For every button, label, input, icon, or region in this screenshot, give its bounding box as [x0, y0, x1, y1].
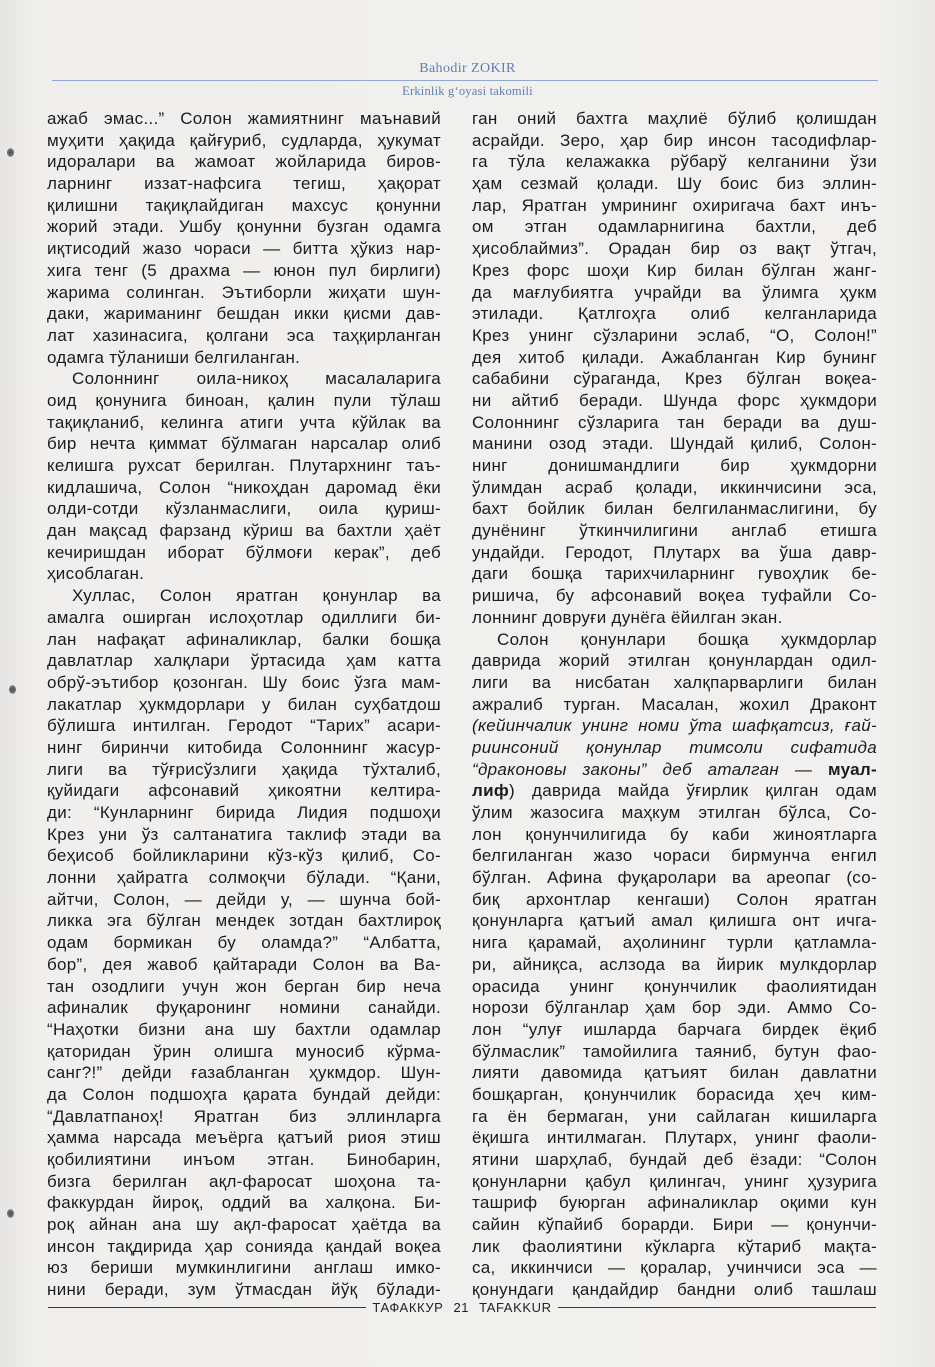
text-line: қобилиятини инъом этган. Бинобарин,: [47, 1150, 441, 1169]
text-line: ди: “Кунларнинг бирида Лидия подшоҳи: [47, 803, 441, 822]
paragraph: [47, 585, 441, 1301]
text-line: лон “улуғ ишларда барчага бирдек ёқиб: [472, 1019, 877, 1039]
text-line: ҳам сезмай қолади. Шу боис биз эллин-: [472, 174, 877, 194]
text-line: даги бошқа тарихчиларнинг гувоҳлик бе-: [472, 564, 877, 584]
text-line: келишга рухсат берилган. Плутархнинг таъ-: [47, 456, 441, 475]
text-line: қонунларни қабул қилингач, унинг ҳузурига: [472, 1171, 877, 1191]
left-text-column: [47, 108, 441, 1301]
text-line: оид қонунига биноан, қалин пули тўлаш: [47, 390, 441, 410]
text-line: ўлим жазосига маҳкум этилган бўлса, Со-: [472, 803, 877, 822]
text-line: даврида жорий этилган қонунлардан одил-: [472, 651, 877, 671]
text-line: нини беради, зум ўтмасдан йўқ бўлади-: [47, 1280, 441, 1300]
text-line: муҳити ҳақида қайғуриб, судларда, ҳукумат: [47, 130, 441, 150]
footer-rule-right: [558, 1307, 876, 1308]
text-line: айтчи, Солон, — дейди у, — шунча бой-: [47, 889, 441, 909]
text-line: ташриф буюрган афиналиклар оқими кун: [472, 1193, 877, 1213]
text-line: “Давлатпаноҳ! Яратган биз эллинларга: [47, 1106, 441, 1126]
text-line: ўлимдан асраб қолади, иккинчисини эса,: [472, 477, 877, 497]
text-line: лан нафақат афиналиклар, балки бошқа: [47, 629, 441, 649]
text-line: иқтисодий жазо чораси — битта ҳўкиз нар-: [47, 239, 441, 259]
text-line: лон қонунчилигида бу каби жиноятларга: [472, 824, 877, 844]
text-line: лияти давомида қатъият билан давлатни: [472, 1063, 877, 1083]
magazine-name-cyrillic: ТАФАККУР: [372, 1299, 444, 1315]
text-line: ом этган одамларнигина бахтли, деб: [472, 217, 877, 237]
text-line: лакатлар ҳукмдорлари у билан суҳбатдош: [47, 694, 441, 714]
text-line: биқ архонтлар кенгаши) Солон яратган: [472, 889, 877, 909]
text-run-bold: муал-: [828, 759, 877, 779]
punch-hole-mark: [7, 148, 14, 157]
text-line: [472, 780, 877, 802]
text-line: кечиришдан иборат бўлмоғи керак”, деб: [47, 542, 441, 562]
text-line: дея хитоб қилади. Ажабланган Кир бунинг: [472, 347, 877, 367]
text-line: лат хазинасига, қолгани эса таҳқирланган: [47, 325, 441, 345]
text-line: инсон тақдирида ҳар сонияда қандай воқеа: [47, 1236, 441, 1256]
text-line: ҳисоблаймиз”. Орадан бир оз вақт ўтгач,: [472, 239, 877, 259]
text-run-bold: лиф: [472, 781, 510, 801]
text-line: этилади. Қатлгоҳга олиб келганларида: [472, 304, 877, 324]
text-line: бўлган. Афина фуқаролари ва ареопаг (со-: [472, 868, 877, 888]
text-line: лиги ва нисбатан халқпарварлиги билан: [472, 672, 877, 692]
text-line: ҳамма нарсада меъёрга қатъий риоя этиш: [47, 1128, 441, 1148]
text-line: қилишни тақиқлайдиган махсус қонунни: [47, 195, 441, 215]
text-line: одам бормикан бу оламда?” “Албатта,: [47, 933, 441, 953]
text-line: бахт бойлик билан белгиланмаслигини, бу: [472, 499, 877, 519]
text-line: Солон қонунлари бошқа ҳукмдорлар: [497, 629, 877, 649]
text-line: ятини шарҳлаб, бундай деб ёзади: “Солон: [472, 1150, 877, 1169]
text-line: обрў-эътибор қозонган. Шу боис ўзга мам-: [47, 672, 441, 692]
text-line: қонундаги қандайдир бандни олиб ташлаш: [472, 1280, 877, 1300]
text-line: асрайди. Зеро, ҳар бир инсон тасодифлар-: [472, 130, 877, 150]
text-line: олди-сотди кўзланмаслиги, оила қуриш-: [47, 499, 441, 519]
paragraph: [47, 368, 441, 585]
text-line: жарима солинган. Эътиборли жиҳати шун-: [47, 282, 441, 302]
text-line: ларнинг иззат-нафсига тегиш, ҳақорат: [47, 174, 441, 194]
right-text-column: [472, 108, 877, 1301]
text-line: бўлмаслик” тамойилига таяниб, бутун фао-: [472, 1041, 877, 1061]
page-number: 21: [453, 1299, 470, 1315]
text-line: лонни ҳайратга солмоқчи бўлади. “Қани,: [47, 868, 441, 888]
running-head-author: Bahodir ZOKIR: [419, 61, 516, 76]
text-line: юз бериши мумкинлигини англаш имко-: [47, 1258, 441, 1278]
text-line: қонунларга қатъий амал қилишга онт ичга-: [472, 911, 877, 931]
text-line: давлатлар халқлари ўртасида ҳам катта: [47, 651, 441, 671]
text-line: дунёнинг ўткинчилигини англаб етишга: [472, 521, 877, 541]
text-line: белгиланган жазо чораси бирмунча енгил: [472, 846, 877, 866]
text-line: тақиқланиб, келинга атиги учта кўйлак ва: [47, 412, 441, 432]
punch-hole-mark: [7, 1209, 14, 1218]
text-line: [472, 737, 877, 759]
text-line: ган оний бахтга маҳлиё бўлиб қолишдан: [472, 109, 877, 128]
text-line: қуйидаги афсонавий ҳикоятни келтира-: [47, 781, 441, 801]
text-line: га ён бермаган, уни сайлаган кишиларга: [472, 1106, 877, 1126]
text-line: нинг донишмандлиги бир ҳукмдорни: [472, 456, 877, 475]
paragraph: [47, 108, 441, 368]
text-line: лиги ва тўғрисўзлиги ҳақида тўхталиб,: [47, 759, 441, 779]
text-line: роқ айнан ана шу ақл-фаросат ҳаётда ва: [47, 1215, 441, 1235]
text-line: Крез унинг сўзларини эслаб, “О, Солон!”: [472, 325, 877, 345]
text-run-regular: ) даврида майда ўғирлик қилган одам: [509, 781, 877, 801]
text-line: даки, жариманинг бешдан икки қисми дав-: [47, 304, 441, 324]
text-line: [472, 715, 877, 737]
text-line: ликка эга бўлган мендек зотдан бахтлироқ: [47, 911, 441, 931]
text-line: ни айтиб беради. Шунда форс ҳукмдори: [472, 390, 877, 410]
text-line: кидлашича, Солон “никоҳдан даромад ёки: [47, 477, 441, 497]
text-line: афиналик фуқаронинг номини санайди.: [47, 998, 441, 1018]
text-line: лик фаолиятини кўкларга кўтариб мақта-: [472, 1236, 877, 1256]
text-line: амалга оширган ислоҳотлар одиллиги би-: [47, 607, 441, 627]
paragraph: [472, 629, 877, 1301]
text-line: бошқарган, қонунчилик борасида ҳеч ким-: [472, 1084, 877, 1104]
text-line: одамга тўланиши белгиланган.: [47, 347, 301, 367]
text-line: сайин кўпайиб борарди. Бири — қонунчи-: [472, 1215, 877, 1235]
text-line: тан озодлиги учун жон берган бир неча: [47, 976, 441, 996]
text-line: орасида унинг қонунчилик фаолиятидан: [472, 976, 877, 996]
header-rule: [52, 80, 878, 81]
text-line: қаторидан ўрин олишга муносиб кўрма-: [47, 1041, 441, 1061]
text-line: норози бўлганлар ҳам бор эди. Аммо Со-: [472, 998, 877, 1018]
text-line: Хуллас, Солон яратган қонунлар ва: [72, 586, 441, 606]
text-run-italic: “драконовы законы” деб аталган —: [472, 759, 828, 779]
punch-hole-mark: [9, 685, 16, 694]
paragraph: [472, 108, 877, 629]
text-line: идоралари ва жамоат жойларида биров-: [47, 152, 441, 172]
text-line: сабабини сўраганда, Крез бўлган воқеа-: [472, 369, 877, 389]
page-footer: [48, 1298, 876, 1316]
text-line: ажралиб турган. Масалан, жохил Драконт: [472, 694, 877, 714]
text-line: ҳисоблаган.: [47, 564, 145, 584]
text-line: хига тенг (5 драхма — юнон пул бирлиги): [47, 260, 441, 280]
text-line: ришича, бу афсонавий воқеа туфайли Со-: [472, 586, 877, 606]
text-run-italic: (кейинчалик унинг номи ўта шафқатсиз, ғай-: [472, 716, 877, 736]
text-line: лар, Яратган умрининг охиригача бахт инъ-: [472, 195, 877, 215]
text-line: ажаб эмас...” Солон жамиятнинг маънавий: [47, 109, 441, 128]
text-run-italic: риинсоний қонунлар тимсоли сифатида: [472, 737, 877, 757]
text-line: Крез форс шоҳи Кир билан бўлган жанг-: [472, 260, 877, 280]
text-line: нинг биринчи китобида Солоннинг жасур-: [47, 737, 441, 757]
text-line: са, иккинчиси — қоралар, учинчиси эса —: [472, 1258, 877, 1278]
text-line: га тўла келажакка рўбарў келганини ўзи: [472, 152, 877, 172]
text-line: дан мақсад фарзанд кўриш ва бахтли ҳаёт: [47, 521, 441, 541]
text-line: бир нечта қиммат бўлмаган нарсалар олиб: [47, 434, 441, 454]
running-head-title: Erkinlik g‘oyasi takomili: [402, 84, 533, 98]
text-line: да Солон подшоҳга қарата бундай дейди:: [47, 1084, 441, 1104]
text-line: санг?!” дейди ғазабланган ҳукмдор. Шун-: [47, 1063, 441, 1083]
text-line: [472, 759, 877, 781]
text-line: Солоннинг сўзларига тан беради ва душ-: [472, 412, 877, 432]
text-line: лоннинг довруғи дунёга ёйилган экан.: [472, 607, 783, 627]
text-line: беҳисоб бойликларини кўз-кўз қилиб, Со-: [47, 846, 441, 866]
text-line: “Наҳотки бизни ана шу бахтли одамлар: [47, 1019, 441, 1039]
footer-rule-left: [48, 1307, 366, 1308]
text-line: бўлишга интилган. Геродот “Тарих” асари-: [47, 716, 441, 736]
text-line: ёқишга интилмаган. Плутарх, унинг фаоли-: [472, 1128, 877, 1148]
text-line: ундайди. Геродот, Плутарх ва ўша давр-: [472, 542, 877, 562]
text-line: да мағлубиятга учрайди ва ўлимга ҳукм: [472, 282, 877, 302]
text-line: жорий этади. Ушбу қонунни бузган одамга: [47, 217, 441, 237]
text-line: ри, айниқса, аслзода ва йирик мулкдорлар: [472, 954, 877, 974]
text-line: бизга берилган ақл-фаросат шоҳона та-: [47, 1171, 441, 1191]
magazine-name-latin: TAFAKKUR: [479, 1299, 552, 1315]
text-line: манини озод этади. Шундай қилиб, Солон-: [472, 434, 877, 454]
text-line: Крез уни ўз салтанатига таклиф этади ва: [47, 824, 441, 844]
text-line: бор”, дея жавоб қайтаради Солон ва Ва-: [47, 954, 441, 974]
text-line: Солоннинг оила-никоҳ масалаларига: [72, 369, 441, 389]
text-line: факкурдан йироқ, оддий ва халқона. Би-: [47, 1193, 441, 1213]
text-line: нига қарамай, аҳолининг турли қатламла-: [472, 933, 877, 953]
